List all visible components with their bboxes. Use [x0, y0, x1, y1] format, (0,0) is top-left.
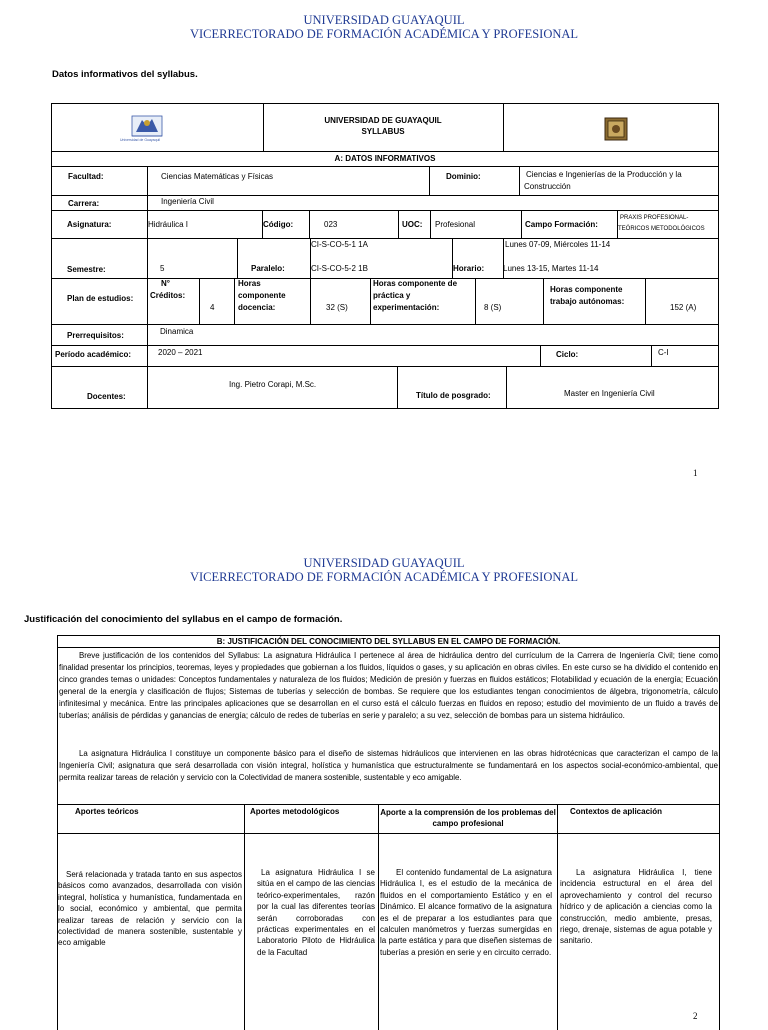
- hta-label-1: Horas componente: [550, 285, 623, 294]
- aportes-metodologicos-text: La asignatura Hidráulica I se sitúa en el campo de las ciencias teórico-experimentales, razón por la cual las diferentes teorías serán corroboradas con prácticas experimentales en el Laboratorio Piloto de Hidráulica de la Facultad: [257, 868, 375, 957]
- section-b-title: B: JUSTIFICACIÓN DEL CONOCIMIENTO DEL SYLLABUS EN EL CAMPO DE FORMACIÓN.: [216, 637, 561, 646]
- campo-formacion-value-2: TEÓRICOS METODOLÓGICOS: [618, 226, 705, 232]
- horario-value-2: Lunes 13-15, Martes 11-14: [503, 264, 599, 273]
- table-title-line1: UNIVERSIDAD DE GUAYAQUIL: [324, 116, 442, 125]
- titulo-posgrado-label: Título de posgrado:: [416, 391, 491, 400]
- campo-formacion-value-1: PRAXIS PROFESIONAL-: [620, 215, 689, 221]
- section-title-datos: Datos informativos del syllabus.: [52, 69, 198, 80]
- docentes-label: Docentes:: [87, 392, 126, 401]
- section-a-title: A: DATOS INFORMATIVOS: [334, 154, 436, 163]
- semestre-value: 5: [160, 264, 165, 273]
- titulo-posgrado-value: Master en Ingeniería Civil: [564, 389, 655, 398]
- uoc-value: Profesional: [435, 220, 476, 229]
- hpe-value: 8 (S): [484, 303, 502, 312]
- dominio-label: Dominio:: [446, 172, 481, 181]
- vicerrectorado-header: VICERRECTORADO DE FORMACIÓN ACADÉMICA Y PROFESIONAL: [189, 27, 579, 41]
- plan-estudios-label: Plan de estudios:: [67, 294, 134, 303]
- col-head-aporte-comprension: Aporte a la comprensión de los problemas del campo profesional: [380, 808, 556, 828]
- hcd-label-2: componente: [238, 291, 286, 300]
- horario-value-1: Lunes 07-09, Miércoles 11-14: [505, 240, 611, 249]
- uoc-label: UOC:: [402, 220, 423, 229]
- hcd-value: 32 (S): [326, 303, 348, 312]
- periodo-academico-value: 2020 – 2021: [158, 348, 203, 357]
- page-number-2: 2: [693, 1011, 698, 1021]
- col-head-contextos-aplicacion: Contextos de aplicación: [570, 807, 663, 816]
- aporte-comprension-text: El contenido fundamental de La asignatura Hidráulica I, es el estudio de la mecánica de fluidos en el comportamiento Estático y en el Dinámico. El alcance formativo de la asignatura es el de preparar a los estudiantes para que calculen manómetros y fuerzas sumergidas en la parte estática y para que diseñen sistemas de tuberías a presión en serie y en circuito cerrado.: [380, 868, 552, 957]
- horario-label: Horario:: [453, 264, 485, 273]
- codigo-label: Código:: [263, 220, 294, 229]
- hta-label-2: trabajo autónomas:: [550, 297, 625, 306]
- campo-formacion-label: Campo Formación:: [525, 220, 598, 229]
- justification-paragraph-2: La asignatura Hidráulica I constituye un componente básico para el diseño de sistemas hidráulicos que intervienen en las obras hidrotécnicas que caracterizan el campo de la Ingeniería Civil; asignatura que será desarrollada con visión integral, holística y humanística que estructuralmente se fundamentará en los aspectos social-económico-ambiental, que permita realizar tareas de relación y servicio con la Colectividad de manera sostenible, sustentable y eco amigable.: [59, 749, 718, 782]
- hcd-label-1: Horas: [238, 279, 261, 288]
- dominio-value-2: Construcción: [524, 182, 571, 191]
- justification-paragraph-1: Breve justificación de los contenidos del Syllabus: La asignatura Hidráulica I pertenece al área de hidráulica dentro del currículum de la Carrera de Ingeniería Civil; tiene como finalidad presentar los principios, teoremas, leyes y propiedades que gobiernan a los fluidos, líquidos o gases, y su aplicación en obras civiles. En este curso se ha dividido el contenido en cinco grandes temas o unidades: Conceptos fundamentales y naturaleza de los fluidos; Medición de presión y fuerzas en fluidos estáticos; Flotabilidad y ecuación de la energía; Ecuación general de la energía y clasificación de flujos; Sistemas de tuberías y selección de bombas. Se requiere que los estudiantes tengan conocimientos de álgebra, trigonometría, cálculo infinitesimal y mecánica. Entre las principales aplicaciones que se desarrollan en el curso está el cálculo fuerzas en fluidos en reposo; estudio del movimiento de un fluido a través de tuberías; análisis de pérdidas y ganancias de energía; cálculo de redes de tuberías en serie y paralelo; a su vez, selección de bombas para un sistema hidráulico.: [59, 651, 718, 720]
- dominio-value-1: Ciencias e Ingenierías de la Producción y la: [526, 170, 682, 179]
- aportes-teoricos-text: Será relacionada y tratada tanto en sus aspectos básicos como avanzados, desarrollada con visión integral, holística y humanística, fundamentada en lo social, económico y ambiental, que permita realizar tareas de relación y servicio con la colectividad de manera sostenible, sustentable y eco amigable: [58, 870, 242, 948]
- paralelo-value-1: CI-S-CO-5-1 1A: [311, 240, 368, 249]
- codigo-value: 023: [324, 220, 338, 229]
- prerrequisitos-label: Prerrequisitos:: [67, 331, 124, 340]
- col-head-aportes-metodologicos: Aportes metodológicos: [250, 807, 340, 816]
- creditos-label-2: Créditos:: [150, 291, 186, 300]
- hcd-label-3: docencia:: [238, 303, 276, 312]
- asignatura-value: Hidráulica I: [148, 220, 189, 229]
- carrera-value: Ingeniería Civil: [161, 197, 214, 206]
- hta-value: 152 (A): [670, 303, 697, 312]
- table-title-line2: SYLLABUS: [361, 127, 405, 136]
- contextos-aplicacion-text: La asignatura Hidráulica I, tiene incidencia estructural en el área del aprovechamiento y control del recurso hídrico y de aplicación a ciencias como la construcción, medio ambiente, presas, riego, drenaje, sistemas de agua potable y sanitario.: [560, 868, 712, 946]
- semestre-label: Semestre:: [67, 265, 106, 274]
- creditos-label-1: N°: [161, 279, 170, 288]
- facultad-label: Facultad:: [68, 172, 104, 181]
- ciclo-value: C-I: [658, 348, 669, 357]
- university-header-2: UNIVERSIDAD GUAYAQUIL: [303, 556, 465, 570]
- carrera-label: Carrera:: [68, 199, 100, 208]
- docentes-value: Ing. Pietro Corapi, M.Sc.: [229, 380, 317, 389]
- creditos-value: 4: [210, 303, 215, 312]
- paralelo-value-2: CI-S-CO-5-2 1B: [311, 264, 368, 273]
- seal-icon: [604, 117, 628, 141]
- paralelo-label: Paralelo:: [251, 264, 285, 273]
- hpe-label-3: experimentación:: [373, 303, 440, 312]
- page-number-1: 1: [693, 468, 698, 478]
- hpe-label-2: práctica y: [373, 291, 411, 300]
- facultad-value: Ciencias Matemáticas y Físicas: [161, 172, 274, 181]
- section-title-justificacion: Justificación del conocimiento del syllabus en el campo de formación.: [24, 614, 343, 625]
- asignatura-label: Asignatura:: [67, 220, 112, 229]
- logo-caption: Universidad de Guayaquil: [120, 138, 161, 142]
- vicerrectorado-header-2: VICERRECTORADO DE FORMACIÓN ACADÉMICA Y PROFESIONAL: [189, 570, 579, 584]
- university-header: UNIVERSIDAD GUAYAQUIL: [303, 13, 465, 27]
- ciclo-label: Ciclo:: [556, 350, 579, 359]
- col-head-aportes-teoricos: Aportes teóricos: [75, 807, 139, 816]
- periodo-academico-label: Período académico:: [55, 350, 132, 359]
- hpe-label-1: Horas componente de: [373, 279, 458, 288]
- prerrequisitos-value: Dinamica: [160, 327, 194, 336]
